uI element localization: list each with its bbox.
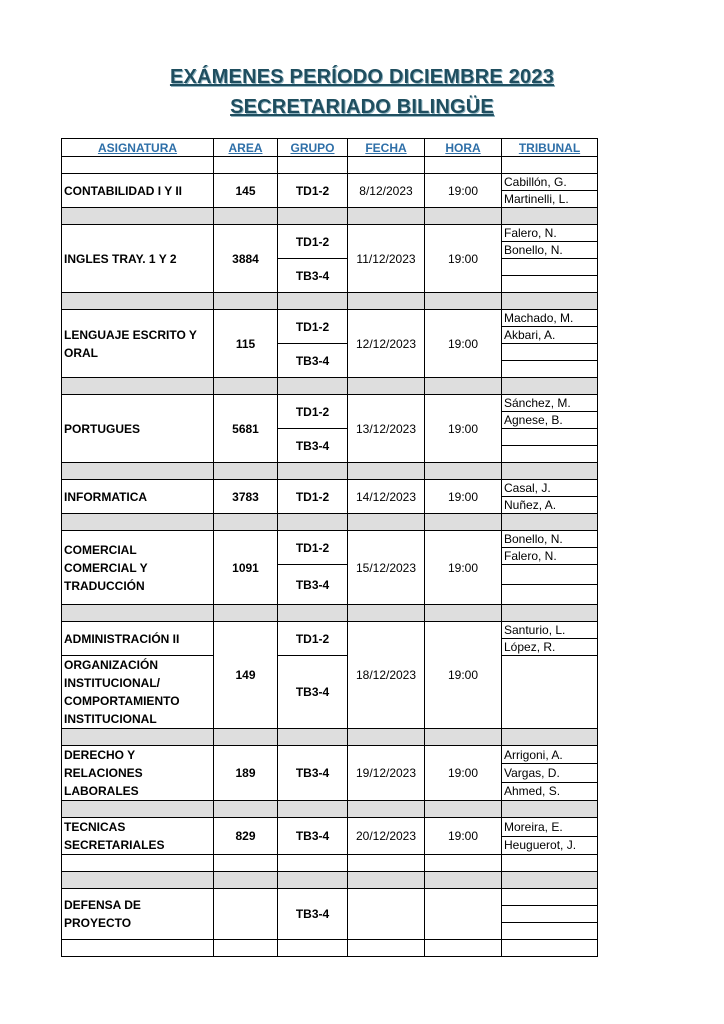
cell-area: 829: [214, 818, 278, 855]
cell-tribunal-empty: [502, 276, 598, 293]
cell-fecha: 13/12/2023: [348, 395, 425, 463]
cell-asignatura: TECNICAS SECRETARIALES: [62, 818, 214, 855]
cell-hora: 19:00: [425, 395, 502, 463]
header-row: [62, 139, 598, 157]
separator-row: [62, 208, 598, 225]
cell-area: 189: [214, 746, 278, 801]
separator-row: [62, 463, 598, 480]
cell-grupo: TD1-2: [278, 395, 348, 429]
cell-tribunal: Arrigoni, A.: [502, 746, 598, 764]
cell-grupo: TB3-4: [278, 889, 348, 940]
cell-fecha: 8/12/2023: [348, 174, 425, 208]
table-row: [62, 622, 598, 639]
separator-row: [62, 514, 598, 531]
cell-hora: 19:00: [425, 622, 502, 729]
cell-grupo: TD1-2: [278, 310, 348, 344]
cell-tribunal: López, R.: [502, 639, 598, 656]
cell-asignatura: COMERCIAL COMERCIAL Y TRADUCCIÓN: [62, 531, 214, 605]
cell-tribunal-empty: [502, 429, 598, 446]
table-row: [62, 746, 598, 764]
cell-asignatura: DEFENSA DE PROYECTO: [62, 889, 214, 940]
cell-tribunal: Moreira, E.: [502, 818, 598, 837]
cell-area: 3783: [214, 480, 278, 514]
header-tribunal: TRIBUNAL: [502, 139, 598, 157]
cell-tribunal: Casal, J.: [502, 480, 598, 497]
table-row: [62, 889, 598, 906]
cell-asignatura: LENGUAJE ESCRITO Y ORAL: [62, 310, 214, 378]
cell-asignatura: ADMINISTRACIÓN II: [62, 622, 214, 656]
cell-hora: 19:00: [425, 746, 502, 801]
table-row: [62, 818, 598, 837]
header-grupo: GRUPO: [278, 139, 348, 157]
cell-tribunal: Akbari, A.: [502, 327, 598, 344]
header-area: AREA: [214, 139, 278, 157]
cell-grupo: TB3-4: [278, 746, 348, 801]
cell-hora: 19:00: [425, 818, 502, 855]
cell-hora: 19:00: [425, 174, 502, 208]
cell-tribunal-empty: [502, 585, 598, 605]
cell-fecha: [348, 889, 425, 940]
cell-grupo: TD1-2: [278, 622, 348, 656]
cell-fecha: 11/12/2023: [348, 225, 425, 293]
cell-grupo: TB3-4: [278, 656, 348, 729]
document-title: EXÁMENES PERÍODO DICIEMBRE 2023: [169, 66, 555, 88]
table-row: [62, 395, 598, 412]
separator-row: [62, 605, 598, 622]
cell-tribunal: Martinelli, L.: [502, 191, 598, 208]
cell-area: 149: [214, 622, 278, 729]
cell-asignatura: DERECHO Y RELACIONES LABORALES: [62, 746, 214, 801]
spacer-row: [62, 157, 598, 174]
cell-grupo: TD1-2: [278, 225, 348, 259]
cell-fecha: 14/12/2023: [348, 480, 425, 514]
cell-tribunal-empty: [502, 889, 598, 906]
cell-tribunal-empty: [502, 361, 598, 378]
cell-tribunal: Agnese, B.: [502, 412, 598, 429]
cell-asignatura: CONTABILIDAD I Y II: [62, 174, 214, 208]
cell-tribunal: Ahmed, S.: [502, 782, 598, 800]
cell-area: 5681: [214, 395, 278, 463]
cell-tribunal: Nuñez, A.: [502, 497, 598, 514]
table-row: [62, 531, 598, 548]
cell-area: 115: [214, 310, 278, 378]
cell-grupo: TD1-2: [278, 174, 348, 208]
cell-tribunal: Santurio, L.: [502, 622, 598, 639]
cell-fecha: 12/12/2023: [348, 310, 425, 378]
cell-hora: 19:00: [425, 531, 502, 605]
cell-grupo: TB3-4: [278, 344, 348, 378]
cell-asignatura: INFORMATICA: [62, 480, 214, 514]
cell-grupo: TB3-4: [278, 429, 348, 463]
separator-row: [62, 801, 598, 818]
cell-tribunal: Bonello, N.: [502, 242, 598, 259]
cell-area: 3884: [214, 225, 278, 293]
cell-asignatura: ORGANIZACIÓN INSTITUCIONAL/ COMPORTAMIENTO INSTITUCIONAL: [62, 656, 214, 729]
cell-tribunal-empty: [502, 906, 598, 923]
separator-row: [62, 293, 598, 310]
spacer-row: [62, 855, 598, 872]
spacer-row: [62, 940, 598, 957]
cell-asignatura: PORTUGUES: [62, 395, 214, 463]
table-row: [62, 174, 598, 191]
separator-row: [62, 872, 598, 889]
cell-fecha: 20/12/2023: [348, 818, 425, 855]
cell-tribunal: Heuguerot, J.: [502, 836, 598, 855]
table-row: [62, 310, 598, 327]
cell-tribunal: Vargas, D.: [502, 764, 598, 782]
separator-row: [62, 729, 598, 746]
cell-grupo: TD1-2: [278, 531, 348, 565]
cell-hora: [425, 889, 502, 940]
cell-grupo: TD1-2: [278, 480, 348, 514]
cell-tribunal: Falero, N.: [502, 225, 598, 242]
cell-fecha: 19/12/2023: [348, 746, 425, 801]
cell-grupo: TB3-4: [278, 818, 348, 855]
cell-tribunal-empty: [502, 259, 598, 276]
cell-fecha: 18/12/2023: [348, 622, 425, 729]
cell-asignatura: INGLES TRAY. 1 Y 2: [62, 225, 214, 293]
cell-tribunal-empty: [502, 565, 598, 585]
cell-area: 1091: [214, 531, 278, 605]
cell-fecha: 15/12/2023: [348, 531, 425, 605]
cell-tribunal: Cabillón, G.: [502, 174, 598, 191]
cell-hora: 19:00: [425, 225, 502, 293]
header-asignatura: ASIGNATURA: [62, 139, 214, 157]
cell-grupo: TB3-4: [278, 565, 348, 605]
cell-tribunal-empty: [502, 656, 598, 729]
cell-tribunal-empty: [502, 923, 598, 940]
cell-grupo: TB3-4: [278, 259, 348, 293]
cell-area: 145: [214, 174, 278, 208]
cell-tribunal: Machado, M.: [502, 310, 598, 327]
cell-tribunal-empty: [502, 344, 598, 361]
header-fecha: FECHA: [348, 139, 425, 157]
cell-tribunal: Sánchez, M.: [502, 395, 598, 412]
cell-tribunal: Bonello, N.: [502, 531, 598, 548]
separator-row: [62, 378, 598, 395]
cell-hora: 19:00: [425, 480, 502, 514]
cell-tribunal-empty: [502, 446, 598, 463]
table-row: [62, 656, 598, 673]
table-row: [62, 480, 598, 497]
table-row: [62, 225, 598, 242]
document-subtitle: SECRETARIADO BILINGÜE: [230, 96, 494, 118]
cell-hora: 19:00: [425, 310, 502, 378]
cell-area: [214, 889, 278, 940]
exam-schedule-table: [61, 138, 598, 957]
cell-tribunal: Falero, N.: [502, 548, 598, 565]
header-hora: HORA: [425, 139, 502, 157]
